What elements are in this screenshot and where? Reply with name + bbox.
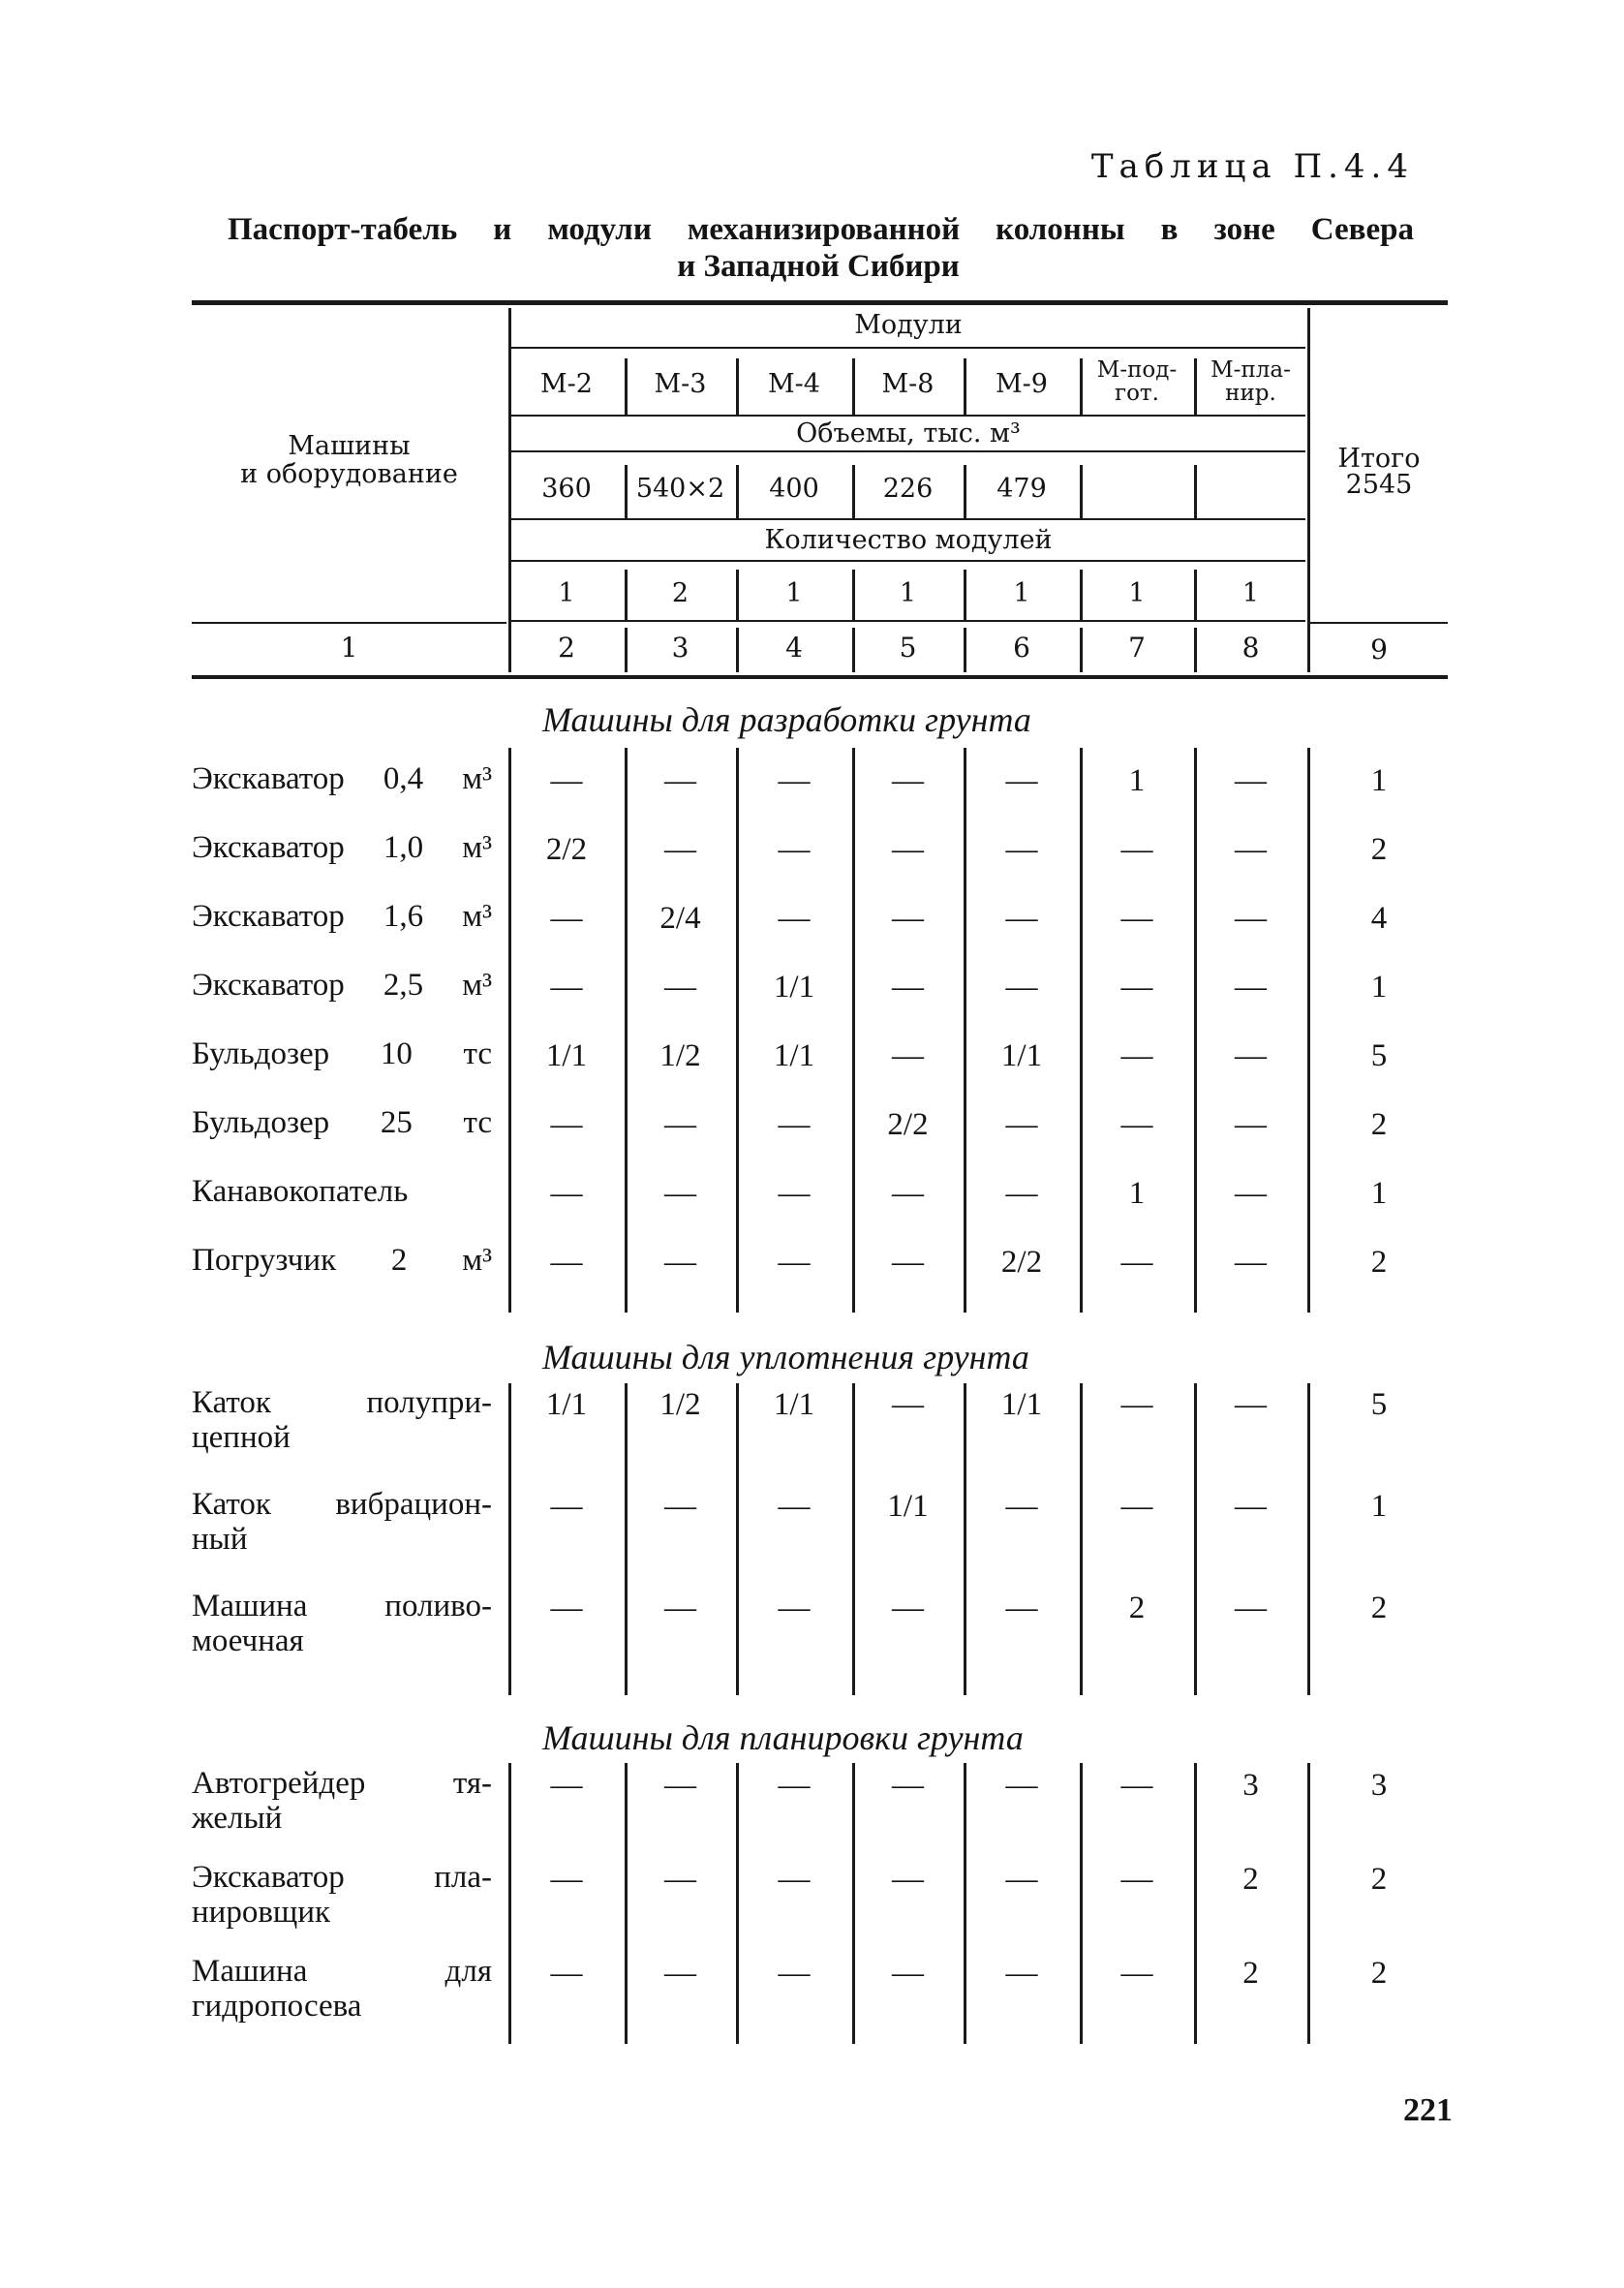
column-divider — [1194, 465, 1197, 518]
row-total: 1 — [1370, 970, 1388, 1005]
table-cell: — — [1005, 832, 1038, 867]
table-cell: 1 — [1128, 1176, 1146, 1211]
table-cell: — — [778, 1591, 811, 1625]
row-total: 2 — [1370, 1862, 1388, 1897]
table-cell: — — [1005, 1768, 1038, 1803]
table-cell: — — [892, 832, 924, 867]
table-cell: — — [664, 1176, 696, 1211]
row-total: 3 — [1370, 1768, 1388, 1803]
row-label-line: Бульдозер 25 тс — [192, 1105, 492, 1140]
row-label-line: Машина поливо- — [192, 1589, 492, 1623]
table-cell: 1/1 — [773, 970, 815, 1005]
table-cell: — — [1235, 1387, 1267, 1422]
row-total: 2 — [1370, 1245, 1388, 1280]
table-cell: — — [778, 1245, 811, 1280]
table-cell: — — [1120, 1038, 1153, 1073]
col-number: 7 — [1128, 632, 1146, 664]
col-number: 5 — [899, 632, 917, 664]
column-divider — [964, 1763, 966, 2044]
table-cell: — — [778, 1862, 811, 1897]
table-cell: — — [778, 1956, 811, 1991]
table-cell: 3 — [1242, 1768, 1259, 1803]
section-title: Машины для планировки грунта — [542, 1718, 1024, 1757]
table-cell: — — [892, 1862, 924, 1897]
table-cell: 2/2 — [1000, 1245, 1043, 1280]
table-cell: — — [1235, 1176, 1267, 1211]
table-cell: — — [1235, 763, 1267, 798]
table-cell: — — [1120, 970, 1153, 1005]
table-cell: — — [892, 1387, 924, 1422]
table-cell: — — [550, 1176, 583, 1211]
module-prep-header: М-под- — [1096, 357, 1178, 383]
volume-value: 360 — [541, 474, 592, 504]
module-count: 1 — [558, 578, 575, 608]
modules-underline — [511, 347, 1305, 349]
table-cell: 1/1 — [1000, 1387, 1043, 1422]
volumes-underline — [511, 518, 1305, 520]
column-divider — [736, 1383, 739, 1695]
module-name-М-8: М-8 — [881, 369, 935, 399]
table-cell: — — [664, 970, 696, 1005]
title-line-2: и Западной Сибири — [677, 249, 960, 284]
row-label-line: желый — [192, 1801, 283, 1836]
row-total: 1 — [1370, 1489, 1388, 1524]
table-cell: — — [778, 1107, 811, 1142]
table-cell: — — [550, 763, 583, 798]
row-total: 2 — [1370, 1956, 1388, 1991]
column-divider — [736, 1763, 739, 2044]
total-header: Итого — [1337, 444, 1421, 474]
table-cell: — — [664, 1107, 696, 1142]
table-cell: — — [1005, 901, 1038, 936]
row-label-line: Экскаватор 1,0 м³ — [192, 830, 492, 865]
row-label-line: Каток полупри- — [192, 1385, 492, 1420]
row-total: 1 — [1370, 763, 1388, 798]
table-cell: 2 — [1128, 1591, 1146, 1625]
module-count: 1 — [785, 578, 803, 608]
module-name-М-3: М-3 — [654, 369, 707, 399]
machines-col-header-2: и оборудование — [240, 459, 458, 489]
table-cell: — — [1005, 1591, 1038, 1625]
row-total: 2 — [1370, 1107, 1388, 1142]
module-count: 1 — [899, 578, 917, 608]
table-cell: — — [1235, 832, 1267, 867]
row-label-line: Каток вибрацион- — [192, 1487, 492, 1522]
table-cell: — — [550, 970, 583, 1005]
table-cell: — — [550, 1956, 583, 1991]
table-cell: — — [550, 1591, 583, 1625]
row-label-line: Машина для — [192, 1954, 492, 1989]
table-cell: — — [1120, 1107, 1153, 1142]
col-number: 3 — [671, 632, 689, 664]
table-cell: — — [1235, 901, 1267, 936]
row-total: 1 — [1370, 1176, 1388, 1211]
table-cell: — — [664, 1245, 696, 1280]
row-total: 2 — [1370, 1591, 1388, 1625]
row-label-line: Экскаватор 0,4 м³ — [192, 761, 492, 796]
table-cell: 2/4 — [659, 901, 701, 936]
table-cell: — — [892, 763, 924, 798]
table-cell: — — [778, 1489, 811, 1524]
table-cell: — — [778, 1768, 811, 1803]
table-cell: 1/1 — [773, 1387, 815, 1422]
table-cell: 2 — [1242, 1956, 1259, 1991]
section-title: Машины для уплотнения грунта — [542, 1338, 1029, 1376]
col-number: 6 — [1013, 632, 1030, 664]
names-header-underline — [192, 622, 506, 624]
table-cell: 1 — [1128, 763, 1146, 798]
table-cell: — — [1120, 832, 1153, 867]
module-count: 1 — [1128, 578, 1146, 608]
table-cell: — — [1120, 1387, 1153, 1422]
table-cell: — — [1005, 1176, 1038, 1211]
row-label-line: цепной — [192, 1420, 291, 1455]
col-number: 4 — [785, 632, 803, 664]
row-label — [192, 1174, 492, 1209]
column-divider — [1307, 1383, 1310, 1695]
table-cell: — — [1235, 1489, 1267, 1524]
table-cell: — — [1005, 1107, 1038, 1142]
row-label — [192, 1385, 492, 1455]
row-label — [192, 1036, 492, 1071]
volumes-label: Объемы, тыс. м³ — [796, 418, 1021, 448]
volume-value: 400 — [769, 474, 819, 504]
page-number: 221 — [1403, 2092, 1453, 2128]
table-cell: — — [1120, 1489, 1153, 1524]
table-cell: 2/2 — [887, 1107, 929, 1142]
table-cell: — — [664, 763, 696, 798]
row-label-line: Погрузчик 2 м³ — [192, 1243, 492, 1278]
column-divider — [1307, 1763, 1310, 2044]
column-divider — [1080, 1383, 1083, 1695]
table-cell: — — [1235, 1591, 1267, 1625]
module-name-М-9: М-9 — [996, 369, 1048, 399]
count-label-underline — [511, 560, 1305, 562]
table-cell: — — [1005, 1862, 1038, 1897]
table-cell: 1/1 — [773, 1038, 815, 1073]
table-cell: 2 — [1242, 1862, 1259, 1897]
row-label-line: гидропосева — [192, 1989, 362, 2024]
count-label: Количество модулей — [764, 525, 1053, 555]
table-cell: — — [1120, 1245, 1153, 1280]
table-cell: — — [892, 970, 924, 1005]
table-cell: — — [892, 1591, 924, 1625]
volumes-label-underline — [511, 450, 1305, 452]
row-label — [192, 830, 492, 865]
table-cell: — — [1005, 1956, 1038, 1991]
title-line-1: Паспорт-табель и модули механизированной колонны в зоне Севера — [228, 212, 1414, 247]
col-number: 1 — [340, 632, 358, 664]
table-cell: — — [550, 1768, 583, 1803]
table-cell: 1/1 — [887, 1489, 929, 1524]
row-label — [192, 761, 492, 796]
table-cell: — — [1235, 1107, 1267, 1142]
table-cell: — — [550, 1489, 583, 1524]
module-plan-header-2: нир. — [1225, 381, 1276, 406]
table-cell: — — [1005, 763, 1038, 798]
total-header-value: 2545 — [1345, 470, 1413, 500]
table-cell: — — [550, 1245, 583, 1280]
row-label-line: нировщик — [192, 1895, 331, 1930]
row-total: 5 — [1370, 1387, 1388, 1422]
row-label-line: Канавокопатель — [192, 1174, 409, 1209]
module-count: 2 — [671, 578, 689, 608]
table-cell: 1/2 — [659, 1038, 701, 1073]
table-cell: — — [778, 832, 811, 867]
table-cell: — — [892, 1768, 924, 1803]
column-divider — [1194, 1763, 1197, 2044]
row-label — [192, 968, 492, 1003]
table-cell: — — [778, 1176, 811, 1211]
row-total: 2 — [1370, 832, 1388, 867]
row-label-line: Экскаватор пла- — [192, 1860, 492, 1895]
column-divider — [508, 1763, 511, 2044]
table-cell: — — [778, 901, 811, 936]
col-number: 8 — [1241, 632, 1260, 664]
row-label-line: моечная — [192, 1623, 304, 1658]
column-divider — [1080, 465, 1083, 518]
table-cell: — — [664, 1768, 696, 1803]
row-label — [192, 899, 492, 934]
module-name-М-2: М-2 — [540, 369, 593, 399]
table-cell: — — [892, 1038, 924, 1073]
module-plan-header: М-пла- — [1210, 357, 1291, 383]
table-cell: 1/1 — [545, 1038, 588, 1073]
table-cell: — — [550, 1862, 583, 1897]
row-total: 4 — [1370, 901, 1388, 936]
table-cell: — — [1235, 1245, 1267, 1280]
module-name-М-4: М-4 — [768, 369, 820, 399]
col-number: 2 — [558, 632, 575, 664]
table-cell: — — [664, 1862, 696, 1897]
table-title — [194, 211, 1443, 285]
column-divider — [852, 1763, 855, 2044]
machines-col-header: Машины — [288, 431, 411, 461]
modules-label: Модули — [854, 310, 963, 340]
module-count: 1 — [1241, 578, 1260, 608]
row-label — [192, 1589, 492, 1658]
table-cell: — — [664, 1956, 696, 1991]
table-cell: 1/1 — [1000, 1038, 1043, 1073]
module-count: 1 — [1013, 578, 1030, 608]
table-cell: — — [892, 1176, 924, 1211]
table-cell: 1/1 — [545, 1387, 588, 1422]
row-label — [192, 1954, 492, 2024]
column-divider — [625, 1763, 628, 2044]
total-header-underline — [1310, 622, 1448, 624]
row-label-line: ный — [192, 1522, 248, 1557]
table-cell: — — [892, 1245, 924, 1280]
column-divider — [1080, 1763, 1083, 2044]
table-cell: — — [1005, 970, 1038, 1005]
header-top-rule — [192, 300, 1448, 305]
column-divider — [1194, 1383, 1197, 1695]
row-label — [192, 1487, 492, 1557]
row-label — [192, 1860, 492, 1930]
table-cell: — — [1005, 1489, 1038, 1524]
table-cell: — — [778, 763, 811, 798]
table-cell: — — [550, 1107, 583, 1142]
table-cell: — — [1120, 1862, 1153, 1897]
table-cell: 2/2 — [545, 832, 588, 867]
column-divider — [508, 1383, 511, 1695]
counts-underline — [511, 620, 1305, 622]
table-cell: — — [664, 1591, 696, 1625]
row-total: 5 — [1370, 1038, 1388, 1073]
module-names-underline — [511, 415, 1305, 417]
table-label: Таблица П.4.4 — [1090, 147, 1414, 186]
table-cell: — — [1120, 1956, 1153, 1991]
column-divider — [852, 1383, 855, 1695]
row-label — [192, 1766, 492, 1836]
row-label-line: Экскаватор 2,5 м³ — [192, 968, 492, 1003]
col-numbers-underline — [192, 675, 1448, 679]
row-label-line: Бульдозер 10 тс — [192, 1036, 492, 1071]
table-cell: — — [550, 901, 583, 936]
table-cell: — — [1235, 970, 1267, 1005]
volume-value: 479 — [996, 474, 1047, 504]
table-cell: — — [892, 901, 924, 936]
table-cell: — — [1235, 1038, 1267, 1073]
table-cell: — — [892, 1956, 924, 1991]
column-divider — [625, 1383, 628, 1695]
table-cell: — — [1120, 901, 1153, 936]
module-prep-header-2: гот. — [1115, 381, 1159, 406]
volume-value: 226 — [882, 474, 934, 504]
table-cell: — — [1120, 1768, 1153, 1803]
table-cell: 1/2 — [659, 1387, 701, 1422]
table-cell: — — [664, 1489, 696, 1524]
col-number: 9 — [1370, 634, 1388, 665]
column-divider — [964, 1383, 966, 1695]
row-label — [192, 1105, 492, 1140]
row-label — [192, 1243, 492, 1278]
section-title: Машины для разработки грунта — [542, 700, 1031, 739]
row-label-line: Автогрейдер тя- — [192, 1766, 492, 1801]
table-cell: — — [664, 832, 696, 867]
volume-value: 540×2 — [635, 474, 725, 504]
row-label-line: Экскаватор 1,6 м³ — [192, 899, 492, 934]
